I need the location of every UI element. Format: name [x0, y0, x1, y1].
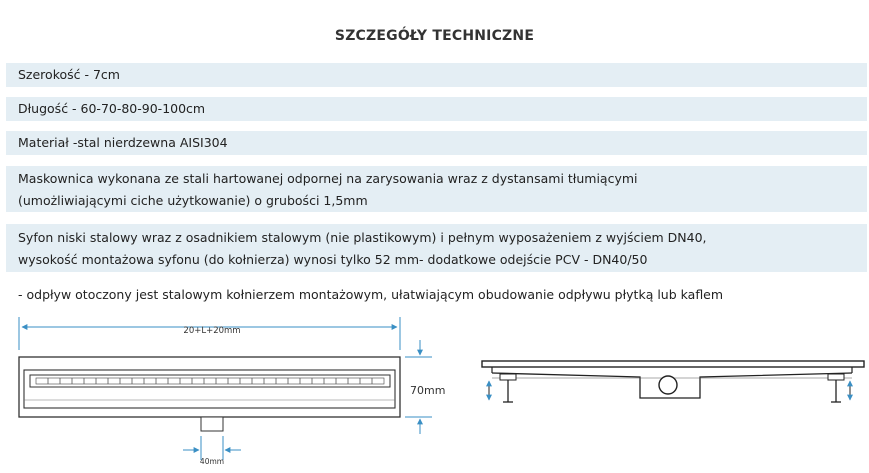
length-dimension-label: 20+L+20mm: [183, 326, 241, 336]
spec-length-text: Długość - 60-70-80-90-100cm: [18, 101, 206, 116]
page-title: SZCZEGÓŁY TECHNICZNE: [334, 28, 535, 44]
spec-material-text: Materiał -stal nierdzewna AISI304: [18, 135, 228, 150]
drain-top-view: [19, 317, 445, 466]
spec-flange-text: - odpływ otoczony jest stalowym kołnierzem montażowym, ułatwiającym obudowanie odpływu płytką lub kaflem: [18, 287, 724, 302]
drain-side-view: [482, 361, 864, 402]
drain-outlet: [201, 417, 223, 431]
grate-slots: [36, 378, 384, 384]
outlet-dimension-label: 40mm: [199, 457, 225, 466]
side-grate-flange: [482, 361, 864, 367]
height-dimension-label: 70mm: [410, 384, 446, 397]
spec-siphon-line-1: Syfon niski stalowy wraz z osadnikiem stalowym (nie plastikowym) i pełnym wyposażeniem z wyjściem DN40,: [18, 230, 707, 245]
spec-width-text: Szerokość - 7cm: [18, 67, 120, 82]
spec-cover-line-2: (umożliwiającymi ciche użytkowanie) o grubości 1,5mm: [18, 193, 368, 208]
spec-cover-line-1: Maskownica wykonana ze stali hartowanej odpornej na zarysowania wraz z dystansami tłumiącymi: [18, 171, 638, 186]
spec-siphon-line-2: wysokość montażowa syfonu (do kołnierza) wynosi tylko 52 mm- dodatkowe odejście PCV - DN40/50: [18, 252, 648, 267]
side-outlet-circle: [659, 376, 677, 394]
